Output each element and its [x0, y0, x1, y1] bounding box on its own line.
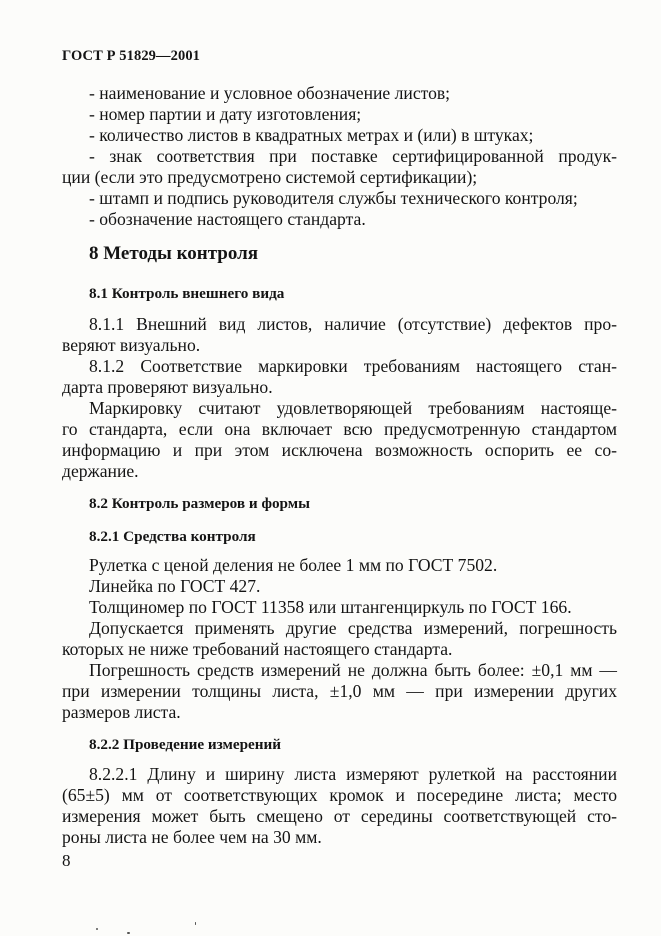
- list-item: - штамп и подпись руководителя службы технического контроля;: [89, 188, 578, 208]
- section-title: 8 Методы контроля: [89, 243, 259, 264]
- paragraph-line: 8.1.2 Соответствие маркировки требованиям настоящего стан-: [89, 356, 617, 376]
- subsubsection-title: 8.2.1 Средства контроля: [89, 528, 256, 545]
- paragraph-line: Погрешность средств измерений не должна быть более: ±0,1 мм —: [89, 660, 617, 680]
- page-number: 8: [62, 851, 71, 870]
- paragraph-line: го стандарта, если она включает всю предусмотренную стандартом: [62, 419, 617, 439]
- paragraph-line: измерения может быть смещено от середины соответствующей сто-: [62, 806, 617, 826]
- paragraph-line: размеров листа.: [62, 702, 181, 722]
- paragraph-line: Допускается применять другие средства измерений, погрешность: [89, 618, 617, 638]
- scan-speck: [195, 922, 196, 925]
- paragraph-line: Линейка по ГОСТ 427.: [89, 576, 261, 596]
- scan-speck: [96, 928, 98, 930]
- paragraph-line: при измерении толщины листа, ±1,0 мм — при измерении других: [62, 681, 617, 701]
- paragraph-line: Рулетка с ценой деления не более 1 мм по ГОСТ 7502.: [89, 555, 498, 575]
- paragraph-line: 8.2.2.1 Длину и ширину листа измеряют рулеткой на расстоянии: [89, 764, 617, 784]
- list-item: - номер партии и дату изготовления;: [89, 104, 362, 124]
- list-item-continuation: ции (если это предусмотрено системой сертификации);: [62, 167, 478, 187]
- paragraph-line: дарта проверяют визуально.: [62, 377, 273, 397]
- paragraph-line: роны листа не более чем на 30 мм.: [62, 827, 322, 847]
- list-item: - обозначение настоящего стандарта.: [89, 209, 366, 229]
- paragraph-line: Толщиномер по ГОСТ 11358 или штангенциркуль по ГОСТ 166.: [89, 597, 572, 617]
- list-item: - количество листов в квадратных метрах и (или) в штуках;: [89, 125, 534, 145]
- document-header-code: ГОСТ Р 51829—2001: [62, 48, 201, 64]
- list-item: - наименование и условное обозначение листов;: [89, 83, 451, 103]
- subsection-title: 8.1 Контроль внешнего вида: [89, 285, 285, 302]
- paragraph-line: веряют визуально.: [62, 335, 201, 355]
- paragraph-line: держание.: [62, 461, 139, 481]
- subsection-title: 8.2 Контроль размеров и формы: [89, 495, 310, 512]
- paragraph-line: 8.1.1 Внешний вид листов, наличие (отсутствие) дефектов про-: [89, 314, 617, 334]
- scan-speck: [127, 932, 130, 934]
- paragraph-line: Маркировку считают удовлетворяющей требованиям настояще-: [89, 398, 617, 418]
- subsubsection-title: 8.2.2 Проведение измерений: [89, 736, 282, 753]
- paragraph-line: которых не ниже требований настоящего стандарта.: [62, 639, 453, 659]
- paragraph-line: информацию и при этом исключена возможность оспорить ее со-: [62, 440, 617, 460]
- paragraph-line: (65±5) мм от соответствующих кромок и посередине листа; место: [62, 785, 617, 805]
- list-item: - знак соответствия при поставке сертифицированной продук-: [89, 146, 617, 166]
